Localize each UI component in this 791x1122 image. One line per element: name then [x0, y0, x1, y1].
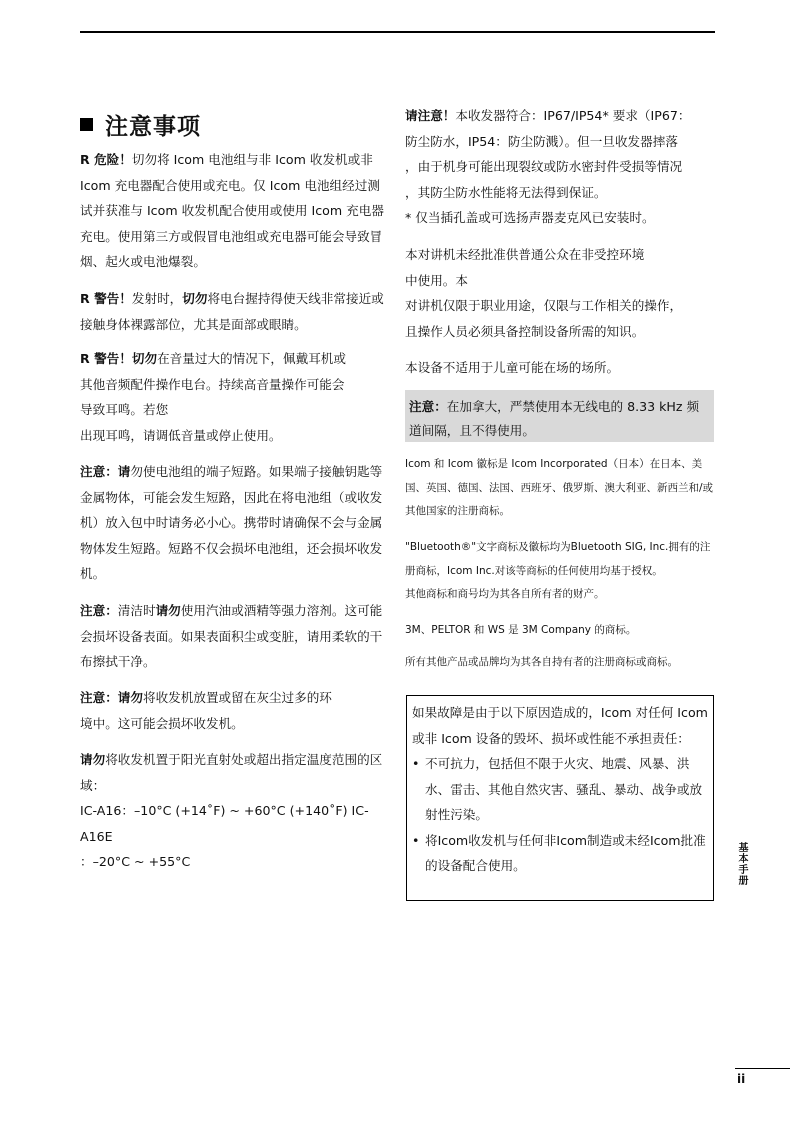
3m-trademark-text: 3M、PELTOR 和 WS 是 3M Company 的商标。: [405, 624, 637, 636]
caution-dust-paragraph: 注意：请勿将收发机放置或留在灰尘过多的环 境中。这可能会损坏收发机。: [80, 690, 332, 731]
caution-cleaning-paragraph: 注意：清洁时请勿使用汽油或酒精等强力溶剂。这可能会损坏设备表面。如果表面积尘或变脏，请用柔软的干布擦拭干净。: [80, 603, 383, 669]
bottom-rule: [735, 1068, 790, 1069]
list-item: • 将Icom收发机与任何非Icom制造或未经Icom批准的设备配合使用。: [412, 828, 708, 879]
bluetooth-trademark-text: "Bluetooth®"文字商标及徽标均为Bluetooth SIG, Inc.拥有的注册商标，Icom Inc.对该等商标的任何使用均基于授权。: [405, 541, 711, 577]
ip-rating-paragraph: 请注意！本收发器符合：IP67/IP54* 要求（IP67： 防尘防水，IP54：防尘防溅）。但一旦收发器摔落 ，由于机身可能出现裂纹或防水密封件受损等情况 ，其防尘防水性能将无法得到保证。: [405, 108, 691, 200]
other-trademarks-text: 其他商标和商号均为其各自所有者的财产。: [405, 588, 605, 600]
disclaimer-list: [412, 751, 708, 879]
liability-disclaimer-box: [406, 695, 714, 901]
warning-antenna-paragraph: R 警告！发射时，切勿将电台握持得使天线非常接近或接触身体裸露部位，尤其是面部或眼睛。: [80, 291, 384, 332]
side-label: 基本手册: [736, 842, 747, 886]
top-rule: [80, 31, 715, 33]
ip-footnote: * 仅当插孔盖或可选扬声器麦克风已安装时。: [405, 210, 655, 225]
children-notice: 本设备不适用于儿童可能在场的场所。: [405, 360, 620, 375]
occupational-use-paragraph: 本对讲机未经批准供普通公众在非受控环境 中使用。本 对讲机仅限于职业用途，仅限与工作相关的操作， 且操作人员必须具备控制设备所需的知识。: [405, 247, 683, 339]
all-trademarks-text: 所有其他产品或品牌均为其各自持有者的注册商标或商标。: [405, 656, 678, 668]
warning-volume-paragraph: R 警告！切勿在音量过大的情况下，佩戴耳机或 其他音频配件操作电台。持续高音量操作可能会 导致耳鸣。若您 出现耳鸣，请调低音量或停止使用。: [80, 351, 346, 443]
page-title: 注意事项: [80, 108, 201, 141]
icom-trademark-text: Icom 和 Icom 徽标是 Icom Incorporated（日本）在日本、美国、英国、德国、法国、西班牙、俄罗斯、澳大利亚、新西兰和/或其他国家的注册商标。: [405, 458, 714, 517]
disclaimer-intro: 如果故障是由于以下原因造成的，Icom 对任何 Icom 或非 Icom 设备的毁坏、损坏或性能不承担责任：: [412, 705, 708, 746]
caution-short-circuit-paragraph: 注意：请勿使电池组的端子短路。如果端子接触钥匙等金属物体，可能会发生短路，因此在将电池组（或收发机）放入包中时请务必小心。携带时请确保不会与金属物体发生短路。短路不仅会损坏电池组，还会损坏收发机。: [80, 464, 383, 581]
square-bullet-icon: [80, 118, 93, 131]
canada-notice: 注意：在加拿大，严禁使用本无线电的 8.33 kHz 频道间隔，且不得使用。: [405, 390, 714, 442]
page-number: ii: [737, 1072, 746, 1086]
danger-paragraph: R 危险！切勿将 Icom 电池组与非 Icom 收发机或非 Icom 充电器配合使用或充电。仅 Icom 电池组经过测试并获准与 Icom 收发机配合使用或使用 Icom 充电器充电。使用第三方或假冒电池组或充电器可能会导致冒烟、起火或电池爆裂。: [80, 152, 384, 269]
list-item: • 不可抗力，包括但不限于火灾、地震、风暴、洪水、雷击、其他自然灾害、骚乱、暴动、战争或放射性污染。: [412, 751, 708, 828]
temperature-paragraph: 请勿将收发机置于阳光直射处或超出指定温度范围的区域： IC-A16：–10°C (+14˚F) ~ +60°C (+140˚F) IC-A16E ：–20°C ~ +55°C: [80, 752, 383, 869]
